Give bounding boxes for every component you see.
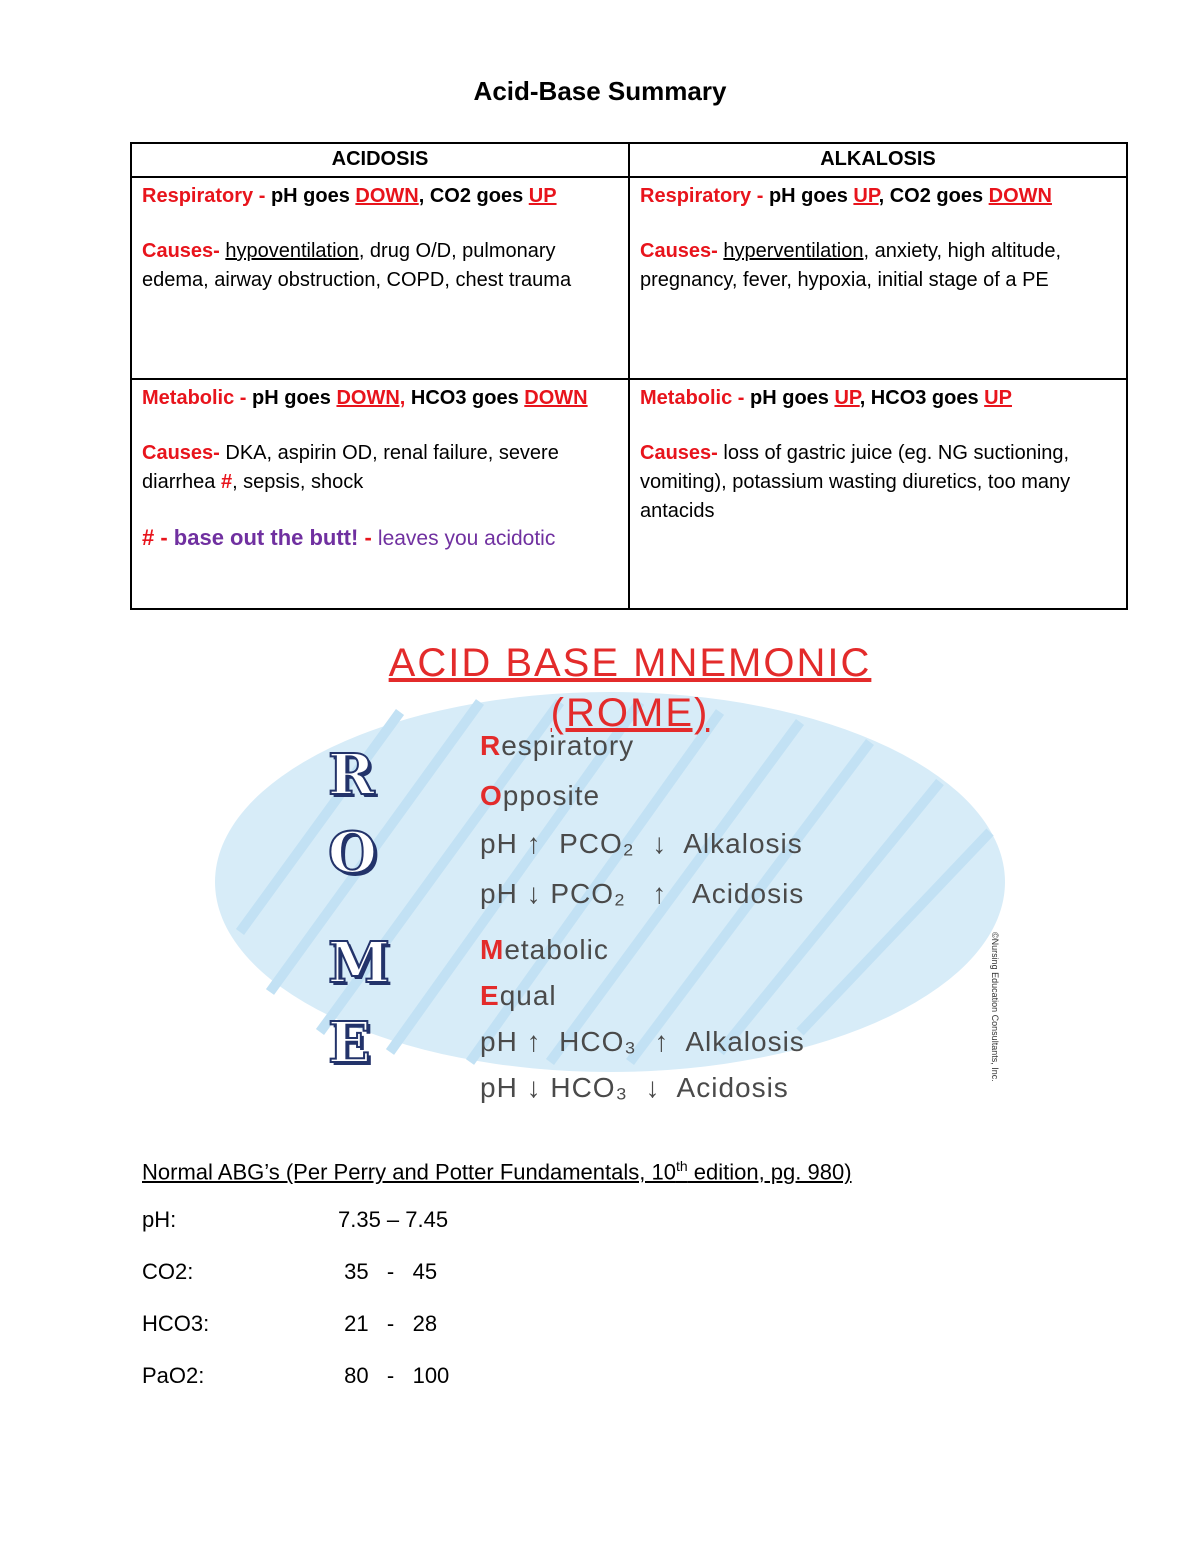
cell-respiratory-alkalosis: Respiratory - pH goes UP, CO2 goes DOWN Causes- hyperventilation, anxiety, high altitude, pregnancy, fever, hypoxia, initial stage of a PE bbox=[629, 177, 1127, 379]
letter-m: M bbox=[328, 930, 390, 996]
line-respiratory: Respiratory bbox=[480, 730, 635, 761]
mnemonic-title: ACID BASE MNEMONIC (ROME) bbox=[388, 641, 872, 735]
header-alkalosis: ALKALOSIS bbox=[629, 143, 1127, 177]
abg-row-pao2: PaO2: 80 - 100 bbox=[142, 1363, 450, 1389]
header-acidosis: ACIDOSIS bbox=[131, 143, 629, 177]
letter-r: R bbox=[328, 742, 375, 808]
cell-metabolic-acidosis: Metabolic - pH goes DOWN, HCO3 goes DOWN Causes- DKA, aspirin OD, renal failure, severe diarrhea #, sepsis, shock # - base out the butt! - leaves you acidotic bbox=[131, 379, 629, 609]
normal-abg-section bbox=[142, 1158, 852, 1415]
line-met-alkalosis: pH ↑ HCO₃ ↑ Alkalosis bbox=[480, 1026, 805, 1057]
copyright-note: ©Nursing Education Consultants, Inc. bbox=[990, 932, 1000, 1082]
line-met-acidosis: pH ↓ HCO₃ ↓ Acidosis bbox=[480, 1072, 789, 1103]
abg-row-ph: pH: 7.35 – 7.45 bbox=[142, 1207, 449, 1233]
abg-row-hco3: HCO3: 21 - 28 bbox=[142, 1311, 438, 1337]
page-title: Acid-Base Summary bbox=[473, 76, 727, 106]
cell-metabolic-alkalosis: Metabolic - pH goes UP, HCO3 goes UP Causes- loss of gastric juice (eg. NG suctioning, vomiting), potassium wasting diuretics, too many antacids bbox=[629, 379, 1127, 609]
line-metabolic: Metabolic bbox=[480, 934, 609, 965]
rome-mnemonic-image bbox=[200, 632, 1020, 1122]
line-equal: Equal bbox=[480, 980, 557, 1011]
cell-respiratory-acidosis: Respiratory - pH goes DOWN, CO2 goes UP Causes- hypoventilation, drug O/D, pulmonary edema, airway obstruction, COPD, chest trauma bbox=[131, 177, 629, 379]
abg-row-co2: CO2: 35 - 45 bbox=[142, 1259, 438, 1285]
line-resp-acidosis: pH ↓ PCO₂ ↑ Acidosis bbox=[480, 878, 805, 909]
letter-e: E bbox=[328, 1010, 371, 1076]
mnemonic-note: # - base out the butt! - leaves you acidotic bbox=[142, 525, 556, 550]
line-resp-alkalosis: pH ↑ PCO₂ ↓ Alkalosis bbox=[480, 828, 803, 859]
letter-o: O bbox=[328, 820, 377, 886]
abg-heading: Normal ABG’s (Per Perry and Potter Fundamentals, 10th edition, pg. 980) bbox=[142, 1158, 852, 1185]
acid-base-table bbox=[130, 142, 1128, 610]
line-opposite: Opposite bbox=[480, 780, 601, 811]
